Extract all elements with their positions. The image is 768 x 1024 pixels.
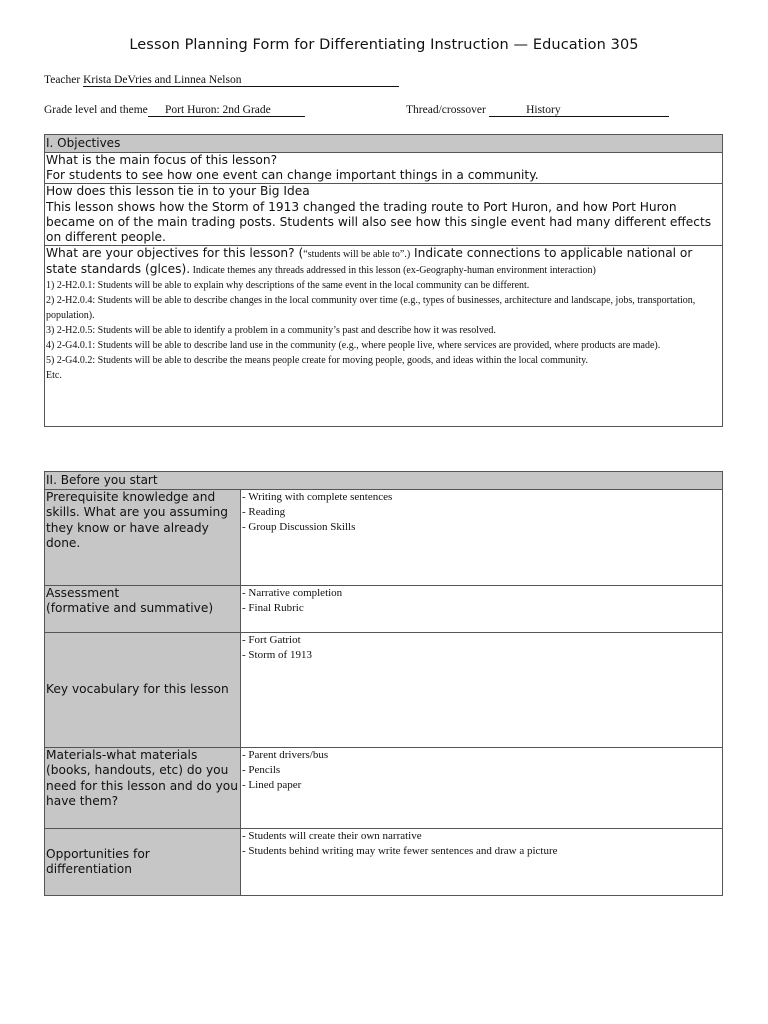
objectives-table <box>44 134 723 427</box>
objective-item: 4) 2-G4.0.1: Students will be able to describe land use in the community (e.g., where people live, where services are provided, where products are made). <box>46 340 661 352</box>
objective-item: 1) 2-H2.0.1: Students will be able to explain why descriptions of the same event in the local community can be different. <box>46 280 530 292</box>
objectives-question-quote: “students will be able to”.) <box>303 249 411 261</box>
thread-value-field <box>489 104 669 117</box>
objective-item: 3) 2-H2.0.5: Students will be able to identify a problem in a community’s past and describe how it was resolved. <box>46 325 496 337</box>
list-item: - Writing with complete sentences <box>242 491 393 503</box>
page-title: Lesson Planning Form for Differentiating Instruction — Education 305 <box>129 37 639 53</box>
before-header: II. Before you start <box>45 472 723 490</box>
grade-line <box>44 104 305 117</box>
objectives-question-part2: Indicate connections to applicable national or state standards (glces). <box>46 246 693 277</box>
materials-label: Materials-what materials (books, handouts, etc) do you need for this lesson and do you have them? <box>45 748 241 829</box>
objective-item: 2) 2-H2.0.4: Students will be able to describe changes in the local community over time (e.g., types of businesses, architecture and landscape, jobs, transportation, population). <box>46 295 696 322</box>
assessment-label <box>45 586 241 633</box>
prerequisite-label: Prerequisite knowledge and skills. What are you assuming they know or have already done. <box>45 490 241 586</box>
bigidea-answer: This lesson shows how the Storm of 1913 changed the trading route to Port Huron, and how Port Huron became on of the main trading posts. Students will also see how this single event had many different effects on different people. <box>46 199 712 245</box>
list-item: - Lined paper <box>242 778 302 791</box>
teacher-line <box>44 74 399 87</box>
prerequisite-values <box>241 490 723 586</box>
list-item: - Reading <box>242 505 286 518</box>
objectives-cell <box>45 246 723 427</box>
before-table <box>44 471 723 896</box>
objectives-question-part1: What are your objectives for this lesson? ( <box>46 246 304 261</box>
list-item: - Parent drivers/bus <box>242 749 329 761</box>
objectives-question-themes: Indicate themes any threads addressed in this lesson (ex-Geography-human environment interaction) <box>190 265 596 277</box>
objectives-header: I. Objectives <box>45 135 723 153</box>
grade-label: Grade level and theme <box>44 104 148 116</box>
focus-cell <box>45 153 723 184</box>
bigidea-question: How does this lesson tie in to your Big Idea <box>46 184 310 199</box>
list-item: - Group Discussion Skills <box>242 520 356 533</box>
thread-value: History <box>526 104 561 116</box>
teacher-label: Teacher <box>44 74 81 86</box>
bigidea-cell <box>45 184 723 246</box>
list-item: - Narrative completion <box>242 587 343 599</box>
objective-item: 5) 2-G4.0.2: Students will be able to describe the means people create for moving people, goods, and ideas within the local community. <box>46 355 588 367</box>
list-item: - Students behind writing may write fewer sentences and draw a picture <box>242 844 558 857</box>
differentiation-label: Opportunities for differentiation <box>45 829 241 896</box>
focus-question: What is the main focus of this lesson? <box>46 153 278 167</box>
teacher-value: Krista DeVries and Linnea Nelson <box>83 74 242 86</box>
differentiation-values <box>241 829 723 896</box>
assessment-label-line1: Assessment <box>46 586 120 600</box>
assessment-values <box>241 586 723 633</box>
objectives-question <box>46 246 721 278</box>
list-item: - Fort Gatriot <box>242 634 301 646</box>
teacher-value-field <box>83 74 399 87</box>
materials-values <box>241 748 723 829</box>
vocabulary-label: Key vocabulary for this lesson <box>45 633 241 748</box>
thread-line <box>406 104 669 117</box>
assessment-label-line2: (formative and summative) <box>46 601 214 616</box>
vocabulary-values <box>241 633 723 748</box>
list-item: - Storm of 1913 <box>242 648 312 661</box>
thread-label: Thread/crossover <box>406 104 486 116</box>
objectives-etc: Etc. <box>46 370 62 382</box>
objectives-list <box>46 278 721 383</box>
list-item: - Pencils <box>242 763 281 776</box>
grade-value-field <box>148 104 305 117</box>
focus-answer: For students to see how one event can change important things in a community. <box>46 168 539 183</box>
list-item: - Students will create their own narrative <box>242 830 422 842</box>
list-item: - Final Rubric <box>242 601 304 614</box>
grade-value: Port Huron: 2nd Grade <box>165 104 271 116</box>
